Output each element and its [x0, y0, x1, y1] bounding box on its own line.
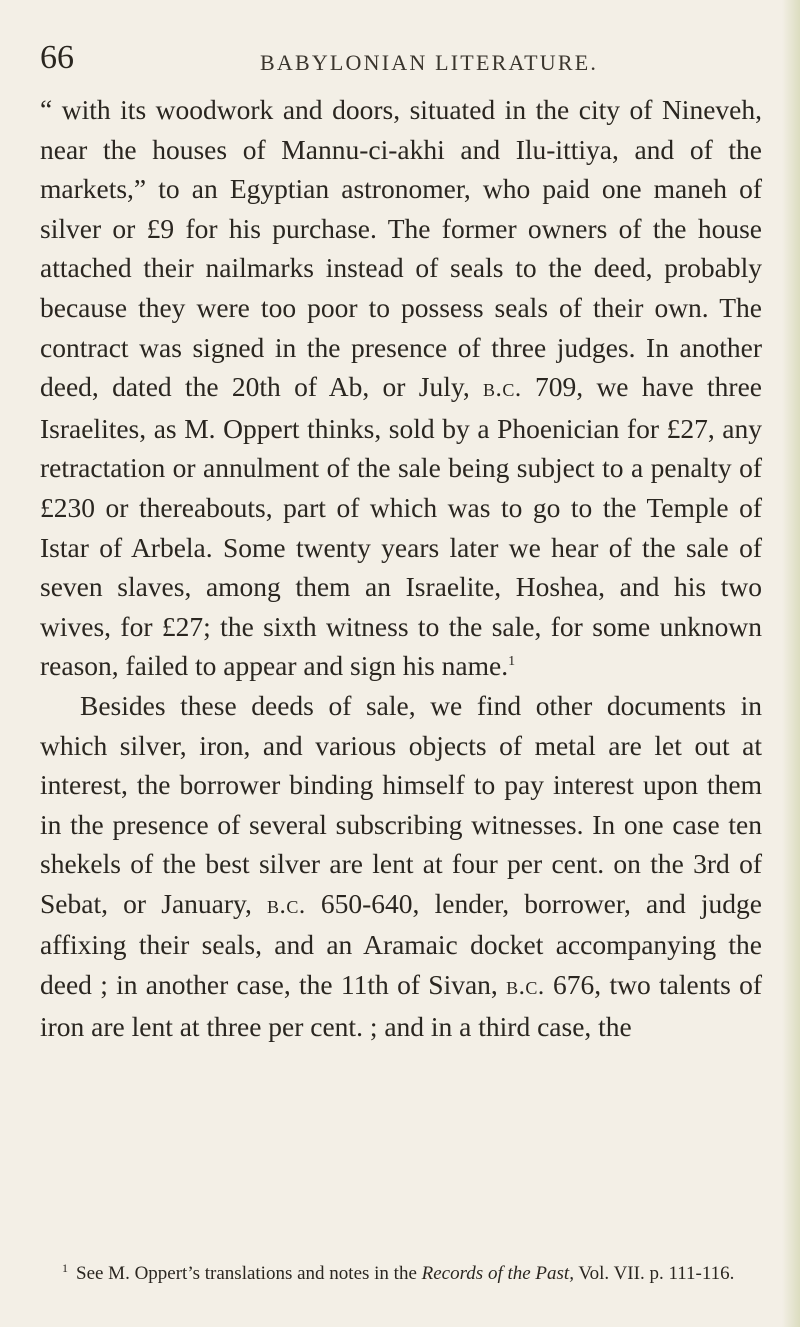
page-edge-shade — [782, 0, 800, 1327]
paragraph-1 — [40, 90, 762, 686]
paragraph-2 — [40, 686, 762, 1046]
era-abbreviation: b.c. — [483, 374, 522, 403]
paragraph-2-text-c: 676, two talents of iron are lent at three per cent. ; and in a third case, the — [40, 969, 762, 1042]
page-number: 66 — [40, 39, 74, 76]
paragraph-2-text-b: 650-640, lender, borrower, and judge affixing their seals, and an Aramaic docket accompanying the deed ; in another case, the 11th of Sivan, — [40, 887, 762, 1001]
era-abbreviation: b.c. — [506, 972, 545, 1001]
running-title: BABYLONIAN LITERATURE. — [260, 50, 599, 75]
footnote-text-b: Vol. VII. p. 111-116. — [573, 1263, 735, 1284]
body-text — [40, 90, 762, 1046]
page-header — [40, 38, 760, 82]
paragraph-1-text-b: 709, we have three Israelites, as M. Oppert thinks, sold by a Phoenician for £27, any retractation or annulment of the sale being subject to a penalty of £230 or thereabouts, part of which was to go to the Temple of Istar of Arbela. Some twenty years later we hear of the sale of seven slaves, among them an Israelite, Hoshea, and his two wives, for £27; the sixth witness to the sale, for some unknown reason, failed to appear and sign his name. — [40, 371, 763, 682]
footnote — [40, 1260, 762, 1287]
paragraph-2-text-a: Besides these deeds of sale, we find other documents in which silver, iron, and various objects of metal are let out at interest, the borrower binding himself to pay interest upon them in the presence of several subscribing witnesses. In one case ten shekels of the best silver are lent at four per cent. on the 3rd of Sebat, or January, — [40, 689, 762, 919]
footnote-reference: 1 — [508, 654, 516, 670]
paragraph-1-text-a: “ with its woodwork and doors, situated in the city of Nineveh, near the houses of Mannu-ci-akhi and Ilu-ittiya, and of the markets,” to an Egyptian astronomer, who paid one maneh of silver or £9 for his purchase. The former owners of the house attached their nailmarks instead of seals to the deed, probably because they were too poor to possess seals of their own. The contract was signed in the presence of three judges. In another deed, dated the 20th of Ab, or July, — [40, 94, 762, 403]
footnote-mark: 1 — [62, 1260, 68, 1275]
footnote-text-a: See M. Oppert’s translations and notes in the — [76, 1263, 422, 1284]
era-abbreviation: b.c. — [267, 890, 306, 919]
footnote-italic-title: Records of the Past, — [421, 1263, 574, 1284]
